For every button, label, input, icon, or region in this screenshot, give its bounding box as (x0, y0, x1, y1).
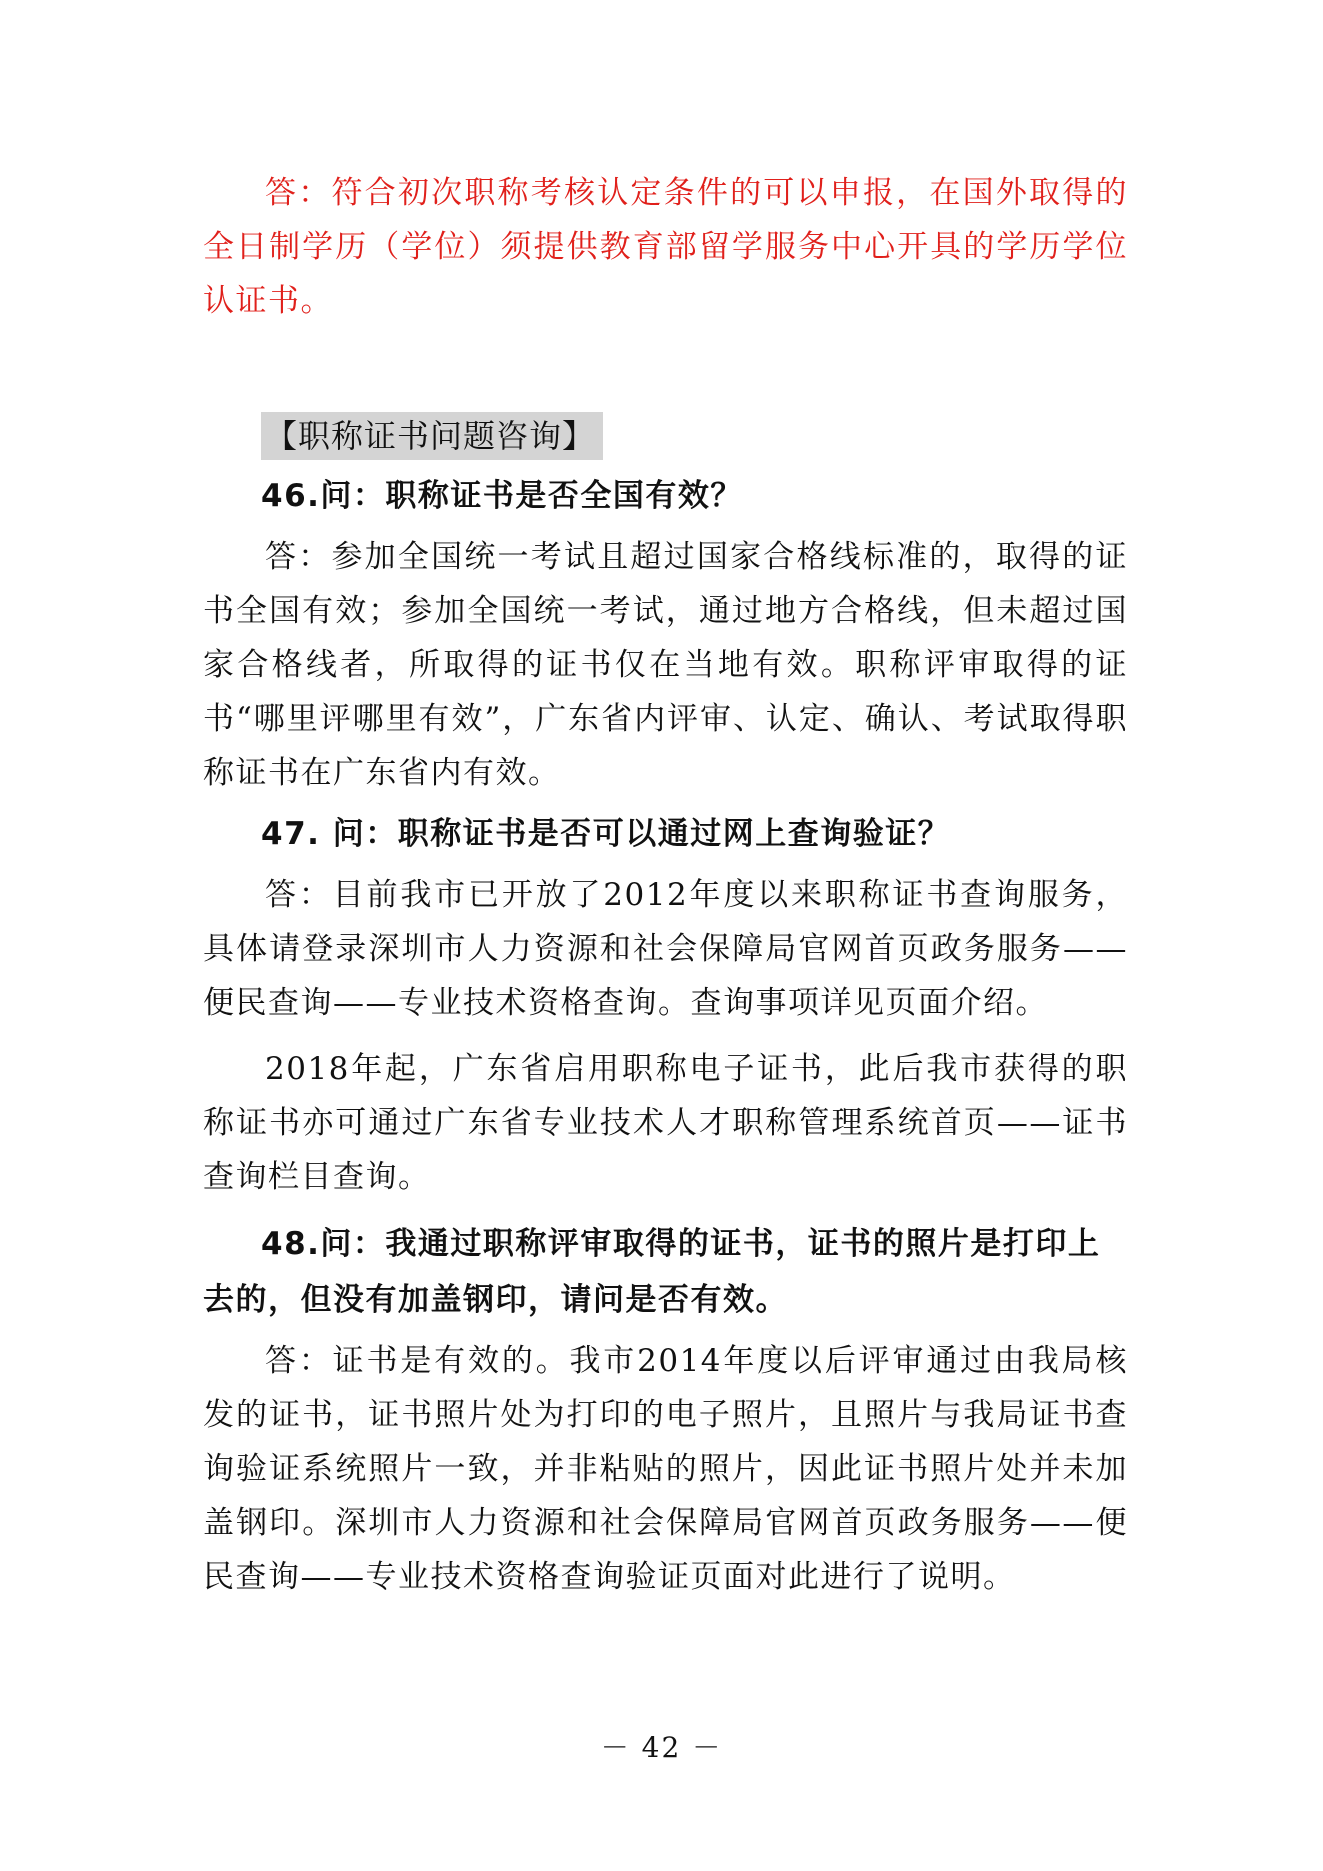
answer-47: 答：目前我市已开放了2012年度以来职称证书查询服务，具体请登录深圳市人力资源和社会保障局官网首页政务服务——便民查询——专业技术资格查询。查询事项详见页面介绍。 (203, 877, 1128, 1021)
section-header: 【职称证书问题咨询】 (261, 412, 603, 460)
answer-45-tail: 答：符合初次职称考核认定条件的可以申报，在国外取得的全日制学历（学位）须提供教育部留学服务中心开具的学历学位认证书。 (203, 175, 1128, 319)
answer-47-continued: 2018年起，广东省启用职称电子证书，此后我市获得的职称证书亦可通过广东省专业技术人才职称管理系统首页——证书查询栏目查询。 (203, 1051, 1128, 1195)
question-46: 46.问：职称证书是否全国有效？ (261, 478, 743, 514)
section-header-wrap (203, 412, 1128, 460)
answer-48: 答：证书是有效的。我市2014年度以后评审通过由我局核发的证书，证书照片处为打印的电子照片，且照片与我局证书查询验证系统照片一致，并非粘贴的照片，因此证书照片处并未加盖钢印。深圳市人力资源和社会保障局官网首页政务服务——便民查询——专业技术资格查询验证页面对此进行了说明。 (203, 1343, 1128, 1595)
page-number: － 42 － (600, 1731, 723, 1764)
question-48: 48.问：我通过职称评审取得的证书，证书的照片是打印上去的，但没有加盖钢印，请问是否有效。 (203, 1226, 1101, 1318)
page-content (203, 166, 1128, 1604)
question-47: 47. 问：职称证书是否可以通过网上查询验证？ (261, 816, 951, 852)
answer-46: 答：参加全国统一考试且超过国家合格线标准的，取得的证书全国有效；参加全国统一考试，通过地方合格线，但未超过国家合格线者，所取得的证书仅在当地有效。职称评审取得的证书“哪里评哪里有效”，广东省内评审、认定、确认、考试取得职称证书在广东省内有效。 (203, 539, 1128, 791)
